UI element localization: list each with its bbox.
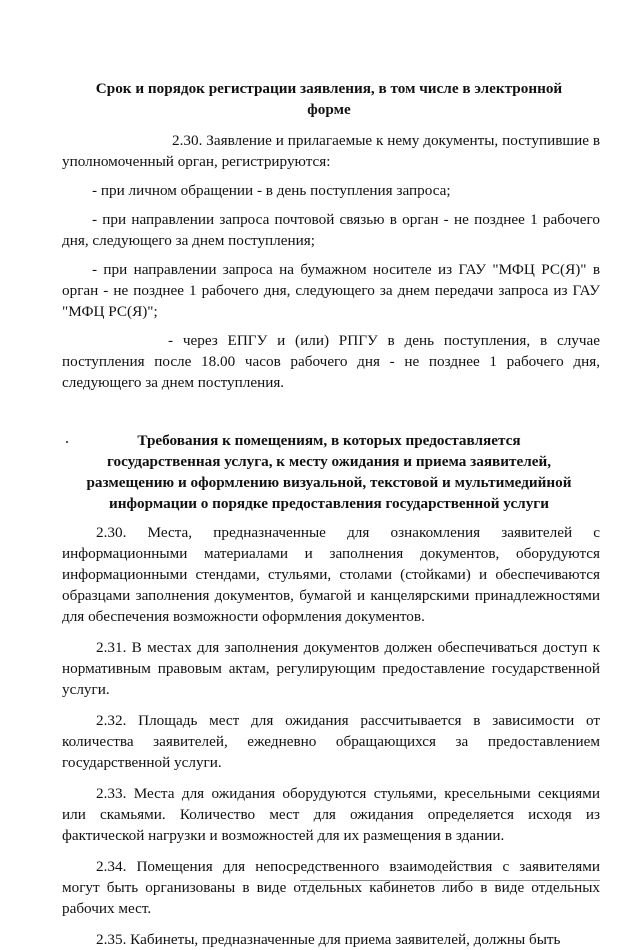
scan-speck <box>66 441 68 443</box>
list-item: - при направлении запроса почтовой связью в орган - не позднее 1 рабочего дня, следующего за днем поступления; <box>62 211 600 249</box>
list-item: - при личном обращении - в день поступления запроса; <box>92 182 451 199</box>
list-item: - при направлении запроса на бумажном носителе из ГАУ "МФЦ РС(Я)" в орган - не позднее 1 рабочего дня, следующего за днем передачи запроса из ГАУ "МФЦ РС(Я)"; <box>62 261 600 320</box>
paragraph: 2.31. В местах для заполнения документов должен обеспечиваться доступ к нормативным правовым актам, регулирующим предоставление государственной услуги. <box>62 639 600 698</box>
heading-line: Требования к помещениям, в которых предоставляется <box>137 432 521 449</box>
heading-line: государственная услуга, к месту ожидания и приема заявителей, <box>106 453 552 470</box>
paragraph: 2.33. Места для ожидания оборудуются стульями, кресельными секциями или скамьями. Количество мест для ожидания определяется исходя из фактической нагрузки и возможностей для их размещения в здании. <box>62 785 600 844</box>
paragraph: 2.30. Места, предназначенные для ознакомления заявителей с информационными материалами и заполнения документов, оборудуются информационными стендами, стульями, столами (стойками) и обеспечиваются образцами заполнения документов, бумагой и канцелярскими принадлежностями для обеспечения возможности оформления документов. <box>62 524 600 625</box>
paragraph: 2.34. Помещения для непосредственного взаимодействия с заявителями могут быть организованы в виде отдельных кабинетов либо в виде отдельных рабочих мест. <box>62 858 600 917</box>
paragraph: 2.35. Кабинеты, предназначенные для приема заявителей, должны быть <box>96 931 561 948</box>
heading-line: информации о порядке предоставления государственной услуги <box>109 495 549 512</box>
footer-rule <box>300 880 600 881</box>
list-item: - через ЕПГУ и (или) РПГУ в день поступления, в случае поступления после 18.00 часов рабочего дня - не позднее 1 рабочего дня, следующего за днем поступления. <box>62 332 600 391</box>
section-heading-premises <box>62 430 600 514</box>
heading-line: форме <box>307 101 351 118</box>
heading-line: размещению и оформлению визуальной, текстовой и мультимедийной <box>86 474 572 491</box>
section-heading-registration <box>62 78 600 120</box>
paragraph-intro: 2.30. Заявление и прилагаемые к нему документы, поступившие в уполномоченный орган, регистрируются: <box>62 132 600 170</box>
heading-line: Срок и порядок регистрации заявления, в том числе в электронной <box>95 80 563 97</box>
paragraph: 2.32. Площадь мест для ожидания рассчитывается в зависимости от количества заявителей, ежедневно обращающихся за предоставлением государственной услуги. <box>62 712 600 771</box>
